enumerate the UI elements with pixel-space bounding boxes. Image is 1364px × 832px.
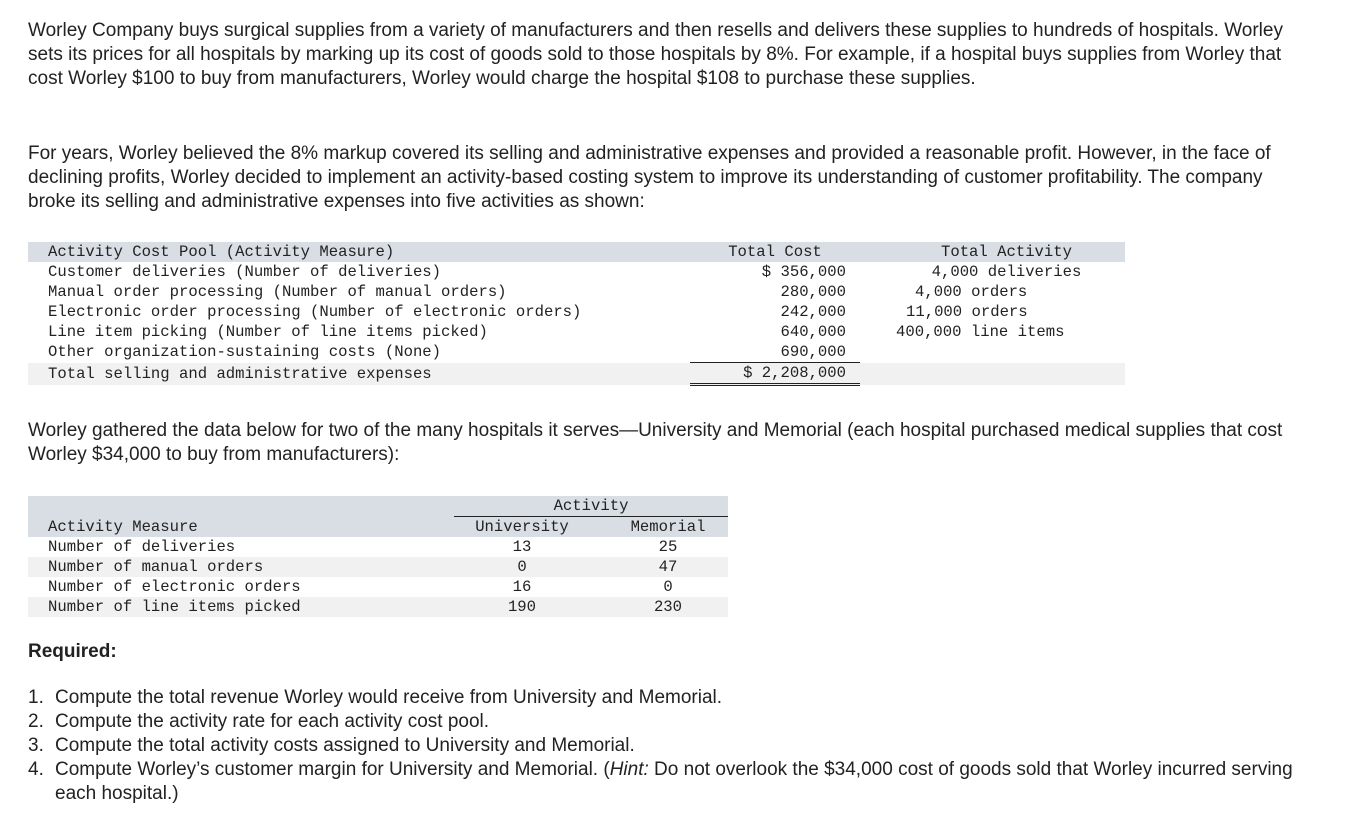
- item-text: Compute the total revenue Worley would receive from University and Memorial.: [55, 687, 723, 708]
- measure-label: Number of electronic orders: [48, 578, 301, 596]
- memorial-value: 0: [663, 578, 673, 596]
- table-row: [28, 302, 1125, 322]
- pool-activity: 4,000 orders: [915, 283, 1028, 301]
- table-row: [28, 597, 728, 617]
- list-item: [28, 758, 1318, 806]
- pool-header: Activity Cost Pool (Activity Measure): [28, 242, 690, 262]
- intro-paragraph-1: Worley Company buys surgical supplies from a variety of manufacturers and then resells and delivers these supplies to hundreds of hospitals. Worley sets its prices for all hospitals by marking up its cost of goods sold to those hospitals by 8%. For example, if a hospital buys supplies from Worley that cost Worley $100 to buy from manufacturers, Worley would charge the hospital $108 to purchase these supplies.: [28, 20, 1283, 89]
- required-list: [28, 686, 1318, 806]
- item-text: Compute the activity rate for each activity cost pool.: [55, 711, 490, 732]
- pool-label: Manual order processing (Number of manual orders): [48, 283, 507, 301]
- total-label: Total selling and administrative expenses: [28, 363, 690, 385]
- required-heading: Required:: [28, 641, 117, 662]
- pool-cost: $ 356,000: [761, 263, 846, 281]
- pool-cost: 640,000: [780, 323, 846, 341]
- item-number: 1.: [28, 687, 44, 708]
- hint-label: Hint:: [609, 759, 649, 780]
- item-number: 2.: [28, 711, 44, 732]
- item-text-before: Compute Worley’s customer margin for University and Memorial. (: [55, 759, 610, 780]
- total-row: [28, 363, 1125, 385]
- hospital-group-header-row: [28, 496, 728, 517]
- pool-activity: [888, 342, 1125, 363]
- hospital-header-row: [28, 517, 728, 538]
- memorial-value: 230: [590, 597, 728, 617]
- measure-label: Number of manual orders: [28, 557, 454, 577]
- pool-cost: 280,000: [780, 283, 846, 301]
- university-value: 16: [512, 578, 532, 596]
- pool-label: Other organization-sustaining costs (None): [48, 343, 442, 362]
- list-item: [28, 734, 1318, 758]
- list-item: [28, 710, 1318, 734]
- measure-label: Number of deliveries: [48, 538, 236, 556]
- cost-pool-table: [28, 242, 1125, 386]
- intro-paragraph-3: Worley gathered the data below for two of the many hospitals it serves—University and Memorial (each hospital purchased medical supplies that cost Worley $34,000 to buy from manufacturers):: [28, 420, 1283, 465]
- pool-label: Line item picking (Number of line items picked): [48, 323, 488, 341]
- university-header: University: [454, 517, 590, 538]
- table-row: [28, 322, 1125, 342]
- cost-header: Total Cost: [690, 242, 860, 262]
- pool-activity: 400,000 line items: [896, 323, 1065, 341]
- pool-activity: 11,000 orders: [906, 303, 1028, 321]
- memorial-value: 25: [658, 538, 678, 556]
- activity-header: Total Activity: [888, 242, 1125, 262]
- pool-activity: 4,000 deliveries: [931, 263, 1082, 281]
- table-row: [28, 577, 728, 597]
- list-item: [28, 686, 1318, 710]
- item-text-after: Do not overlook the $34,000 cost of goods sold that Worley incurred serving each hospital.): [55, 759, 1293, 804]
- university-value: 0: [454, 557, 590, 577]
- item-number: 4.: [28, 759, 44, 780]
- intro-paragraph-2: For years, Worley believed the 8% markup covered its selling and administrative expenses and provided a reasonable profit. However, in the face of declining profits, Worley decided to implement an activity-based costing system to improve its understanding of customer profitability. The company broke its selling and administrative expenses into five activities as shown:: [28, 143, 1271, 212]
- table-row: [28, 262, 1125, 282]
- memorial-header: Memorial: [590, 517, 728, 538]
- measure-header: Activity Measure: [28, 517, 454, 538]
- table-row: [28, 537, 728, 557]
- total-cost: $ 2,208,000: [690, 363, 860, 385]
- memorial-value: 47: [590, 557, 728, 577]
- table-row: [28, 342, 1125, 363]
- table-row: [28, 557, 728, 577]
- pool-cost: 242,000: [780, 303, 846, 321]
- pool-cost: 690,000: [690, 342, 860, 363]
- table-row: [28, 282, 1125, 302]
- hospital-activity-table: [28, 496, 728, 617]
- pool-label: Customer deliveries (Number of deliveries): [48, 263, 442, 281]
- measure-label: Number of line items picked: [28, 597, 454, 617]
- university-value: 13: [512, 538, 532, 556]
- pool-label: Electronic order processing (Number of electronic orders): [48, 303, 582, 321]
- activity-group-header: Activity: [454, 496, 728, 517]
- item-text: Compute the total activity costs assigned to University and Memorial.: [55, 735, 635, 756]
- cost-pool-header-row: [28, 242, 1125, 262]
- item-number: 3.: [28, 735, 44, 756]
- university-value: 190: [454, 597, 590, 617]
